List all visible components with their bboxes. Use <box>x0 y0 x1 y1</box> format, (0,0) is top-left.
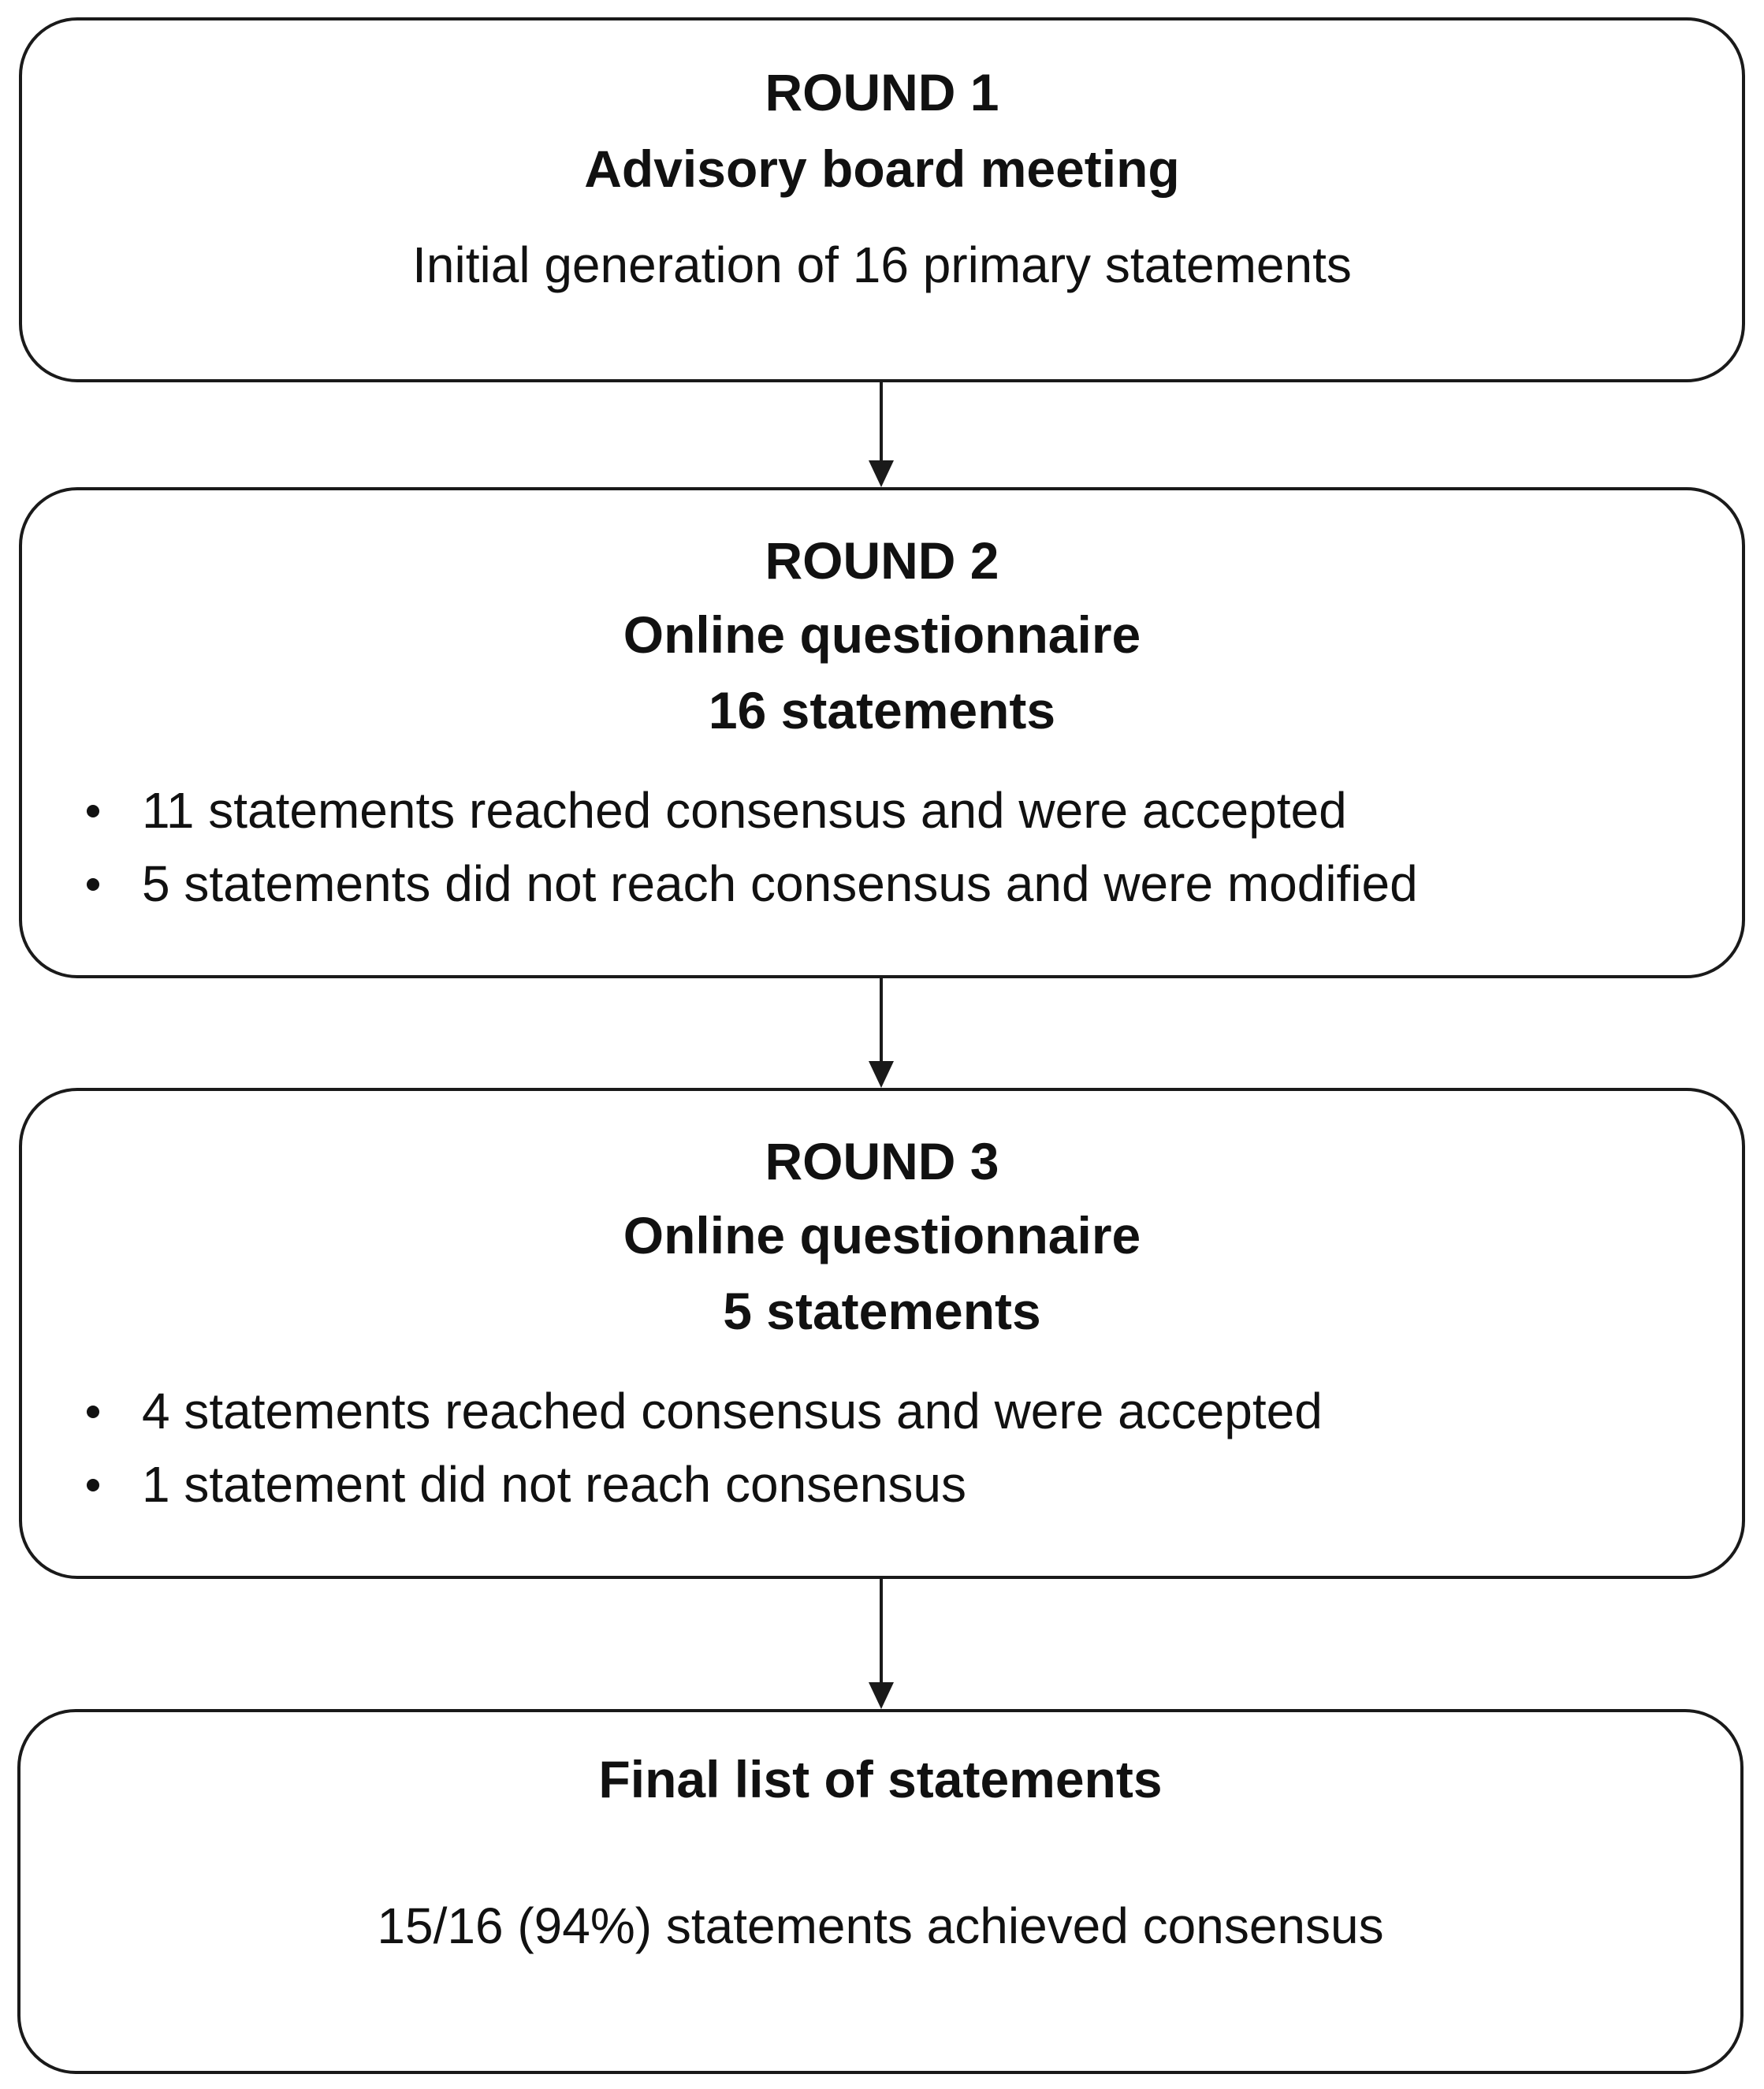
bullet-dot <box>87 1406 99 1418</box>
round3-bullet-text: 1 statement did not reach consensus <box>142 1456 966 1513</box>
final-text: 15/16 (94%) statements achieved consensus <box>377 1897 1384 1954</box>
round2-bullet-list <box>79 774 1418 921</box>
round3-bullet <box>79 1375 1323 1448</box>
round2-bullet-text: 11 statements reached consensus and were accepted <box>142 782 1347 839</box>
round2-count: 16 statements <box>708 681 1056 739</box>
final-title: Final list of statements <box>598 1750 1163 1808</box>
bullet-dot <box>87 805 99 817</box>
round3-title: ROUND 3 <box>765 1132 999 1190</box>
round1-text: Initial generation of 16 primary statements <box>412 236 1352 293</box>
round2-title: ROUND 2 <box>765 531 999 590</box>
bullet-dot <box>87 1479 99 1491</box>
round1-subtitle: Advisory board meeting <box>584 140 1180 198</box>
round3-bullet-text: 4 statements reached consensus and were accepted <box>142 1383 1323 1439</box>
round2-bullet <box>79 774 1418 847</box>
round2-bullet <box>79 847 1418 921</box>
round2-subtitle: Online questionnaire <box>623 605 1141 664</box>
round1-box <box>19 17 1745 382</box>
round3-box <box>19 1088 1745 1579</box>
round3-count: 5 statements <box>723 1282 1041 1340</box>
bullet-dot <box>87 878 99 891</box>
round2-bullet-text: 5 statements did not reach consensus and were modified <box>142 855 1418 912</box>
round1-title: ROUND 1 <box>765 63 999 121</box>
round2-box <box>19 487 1745 978</box>
final-box <box>17 1709 1744 2074</box>
round3-subtitle: Online questionnaire <box>623 1206 1141 1264</box>
round3-bullet-list <box>79 1375 1323 1521</box>
round3-bullet <box>79 1448 1323 1521</box>
